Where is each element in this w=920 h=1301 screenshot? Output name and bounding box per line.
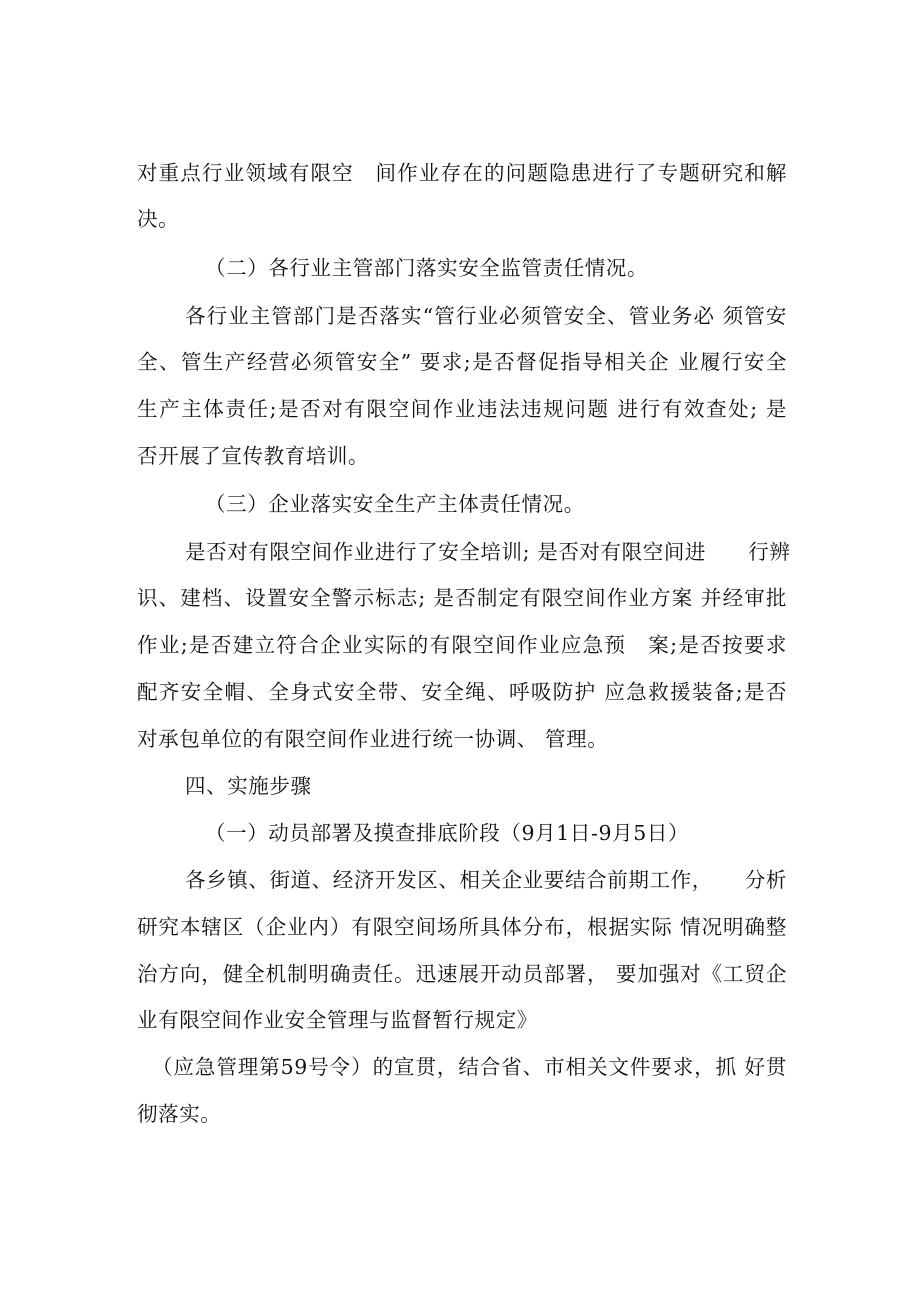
body-line: （应急管理第59号令）的宣贯，结合省、市相关文件要求，抓 好贯: [152, 1055, 787, 1079]
body-line: 配齐安全帽、全身式安全带、安全绳、呼吸防护 应急救援装备;是否: [137, 680, 787, 704]
body-line: 否开展了宣传教育培训。: [137, 444, 370, 468]
section-heading: 四、实施步骤: [185, 774, 312, 798]
body-line: 各行业主管部门是否落实“管行业必须管安全、管业务必 须管安: [185, 304, 787, 328]
body-line: 彻落实。: [137, 1102, 222, 1126]
subsection-heading: （一）动员部署及摸查排底阶段（9月1日-9月5日）: [205, 821, 690, 845]
body-line: 是否对有限空间作业进行了安全培训; 是否对有限空间进 行辨: [185, 540, 791, 564]
body-line: 识、建档、设置安全警示标志; 是否制定有限空间作业方案 并经审批: [137, 586, 787, 610]
body-line: 对承包单位的有限空间作业进行统一协调、 管理。: [137, 727, 609, 751]
body-line: 研究本辖区（企业内）有限空间场所具体分布，根据实际 情况明确整: [137, 915, 787, 939]
body-line: 作业;是否建立符合企业实际的有限空间作业应急预 案;是否按要求: [137, 633, 787, 657]
body-line: 各乡镇、街道、经济开发区、相关企业要结合前期工作， 分析: [185, 868, 787, 892]
body-line: 全、管生产经营必须管安全” 要求;是否督促指导相关企 业履行安全: [137, 350, 787, 374]
body-line: 业有限空间作业安全管理与监督暂行规定》: [137, 1008, 538, 1032]
body-line: 治方向，健全机制明确责任。迅速展开动员部署， 要加强对《工贸企: [137, 962, 787, 986]
section-heading: （三）企业落实安全生产主体责任情况。: [205, 492, 585, 516]
body-line: 决。: [137, 207, 180, 231]
section-heading: （二）各行业主管部门落实安全监管责任情况。: [205, 256, 649, 280]
body-line: 对重点行业领域有限空 间作业存在的问题隐患进行了专题研究和解: [137, 161, 787, 185]
body-line: 生产主体责任;是否对有限空间作业违法违规问题 进行有效查处; 是: [137, 397, 787, 421]
